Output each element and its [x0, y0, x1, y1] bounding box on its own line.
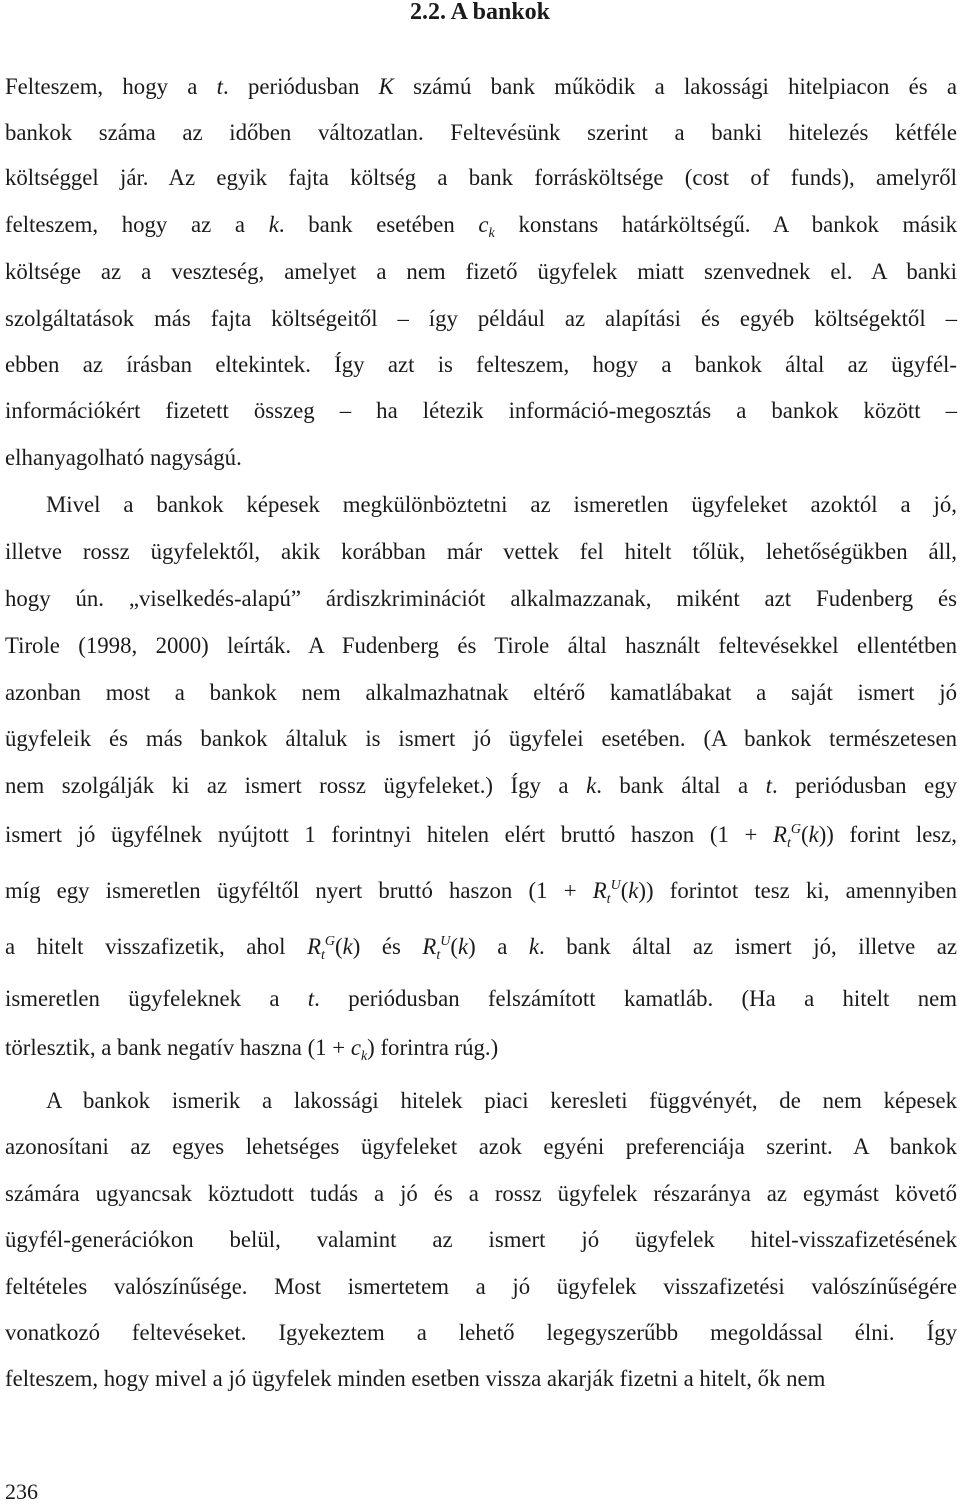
text-line: felteszem, hogy mivel a jó ügyfelek minden esetben vissza akarják fizetni a hitelt, ők nem	[5, 1366, 826, 1391]
text-line: elhanyagolható nagyságú.	[5, 445, 242, 470]
text-line: költséggel jár. Az egyik fajta költség a bank forrásköltsége (cost of funds), amelyről	[5, 165, 957, 190]
text-line: hogy ún. „viselkedés-alapú” árdiszkriminációt alkalmazzanak, miként azt Fudenberg és	[5, 586, 957, 611]
section-title: 2.2. A bankok	[409, 0, 551, 25]
text-line: nem szolgálják ki az ismert rossz ügyfeleket.) Így a k. bank által a t. periódusban egy	[5, 773, 957, 798]
text-line: vonatkozó feltevéseket. Igyekeztem a lehető legegyszerűbb megoldással élni. Így	[5, 1320, 957, 1345]
text-line: felteszem, hogy az a k. bank esetében $c_k$ konstans határköltségű. A bankok másik	[5, 212, 958, 241]
text-line: ügyfeleik és más bankok általuk is ismert jó ügyfelei esetében. (A bankok természetesen	[5, 726, 957, 751]
text-line: bankok száma az időben változatlan. Feltevésünk szerint a banki hitelezés kétféle	[5, 120, 957, 145]
text-line: szolgáltatások más fajta költségeitől – így például az alapítási és egyéb költségektől –	[5, 306, 957, 331]
text-line: ismeretlen ügyfeleknek a t. periódusban felszámított kamatláb. (Ha a hitelt nem	[5, 986, 957, 1011]
text-line: a hitelt visszafizetik, ahol $R_t^G(k)$ és $R_t^U(k)$ a k. bank által az ismert jó, illetve az	[5, 934, 957, 963]
text-line: Mivel a bankok képesek megkülönböztetni az ismeretlen ügyfeleket azoktól a jó,	[46, 492, 957, 517]
text-line: Tirole (1998, 2000) leírták. A Fudenberg és Tirole által használt feltevésekkel ellentétben	[5, 633, 957, 658]
page-number: 236	[5, 1479, 38, 1504]
text-line: Felteszem, hogy a t. periódusban K számú bank működik a lakossági hitelpiacon és a	[5, 74, 958, 99]
text-line: költsége az a veszteség, amelyet a nem fizető ügyfelek miatt szenvednek el. A banki	[5, 259, 957, 284]
text-line: információkért fizetett összeg – ha létezik információ-megosztás a bankok között –	[5, 398, 957, 423]
text-line: míg egy ismeretlen ügyféltől nyert bruttó haszon $(1 + R_t^U(k))$ forintot tesz ki, amennyiben	[5, 878, 957, 907]
text-line: ismert jó ügyfélnek nyújtott 1 forintnyi hitelen elért bruttó haszon $(1 + R_t^G(k))$ forint lesz,	[5, 822, 957, 851]
text-line: azonosítani az egyes lehetséges ügyfeleket azok egyéni preferenciája szerint. A bankok	[5, 1134, 957, 1159]
text-line: ügyfél-generációkon belül, valamint az ismert jó ügyfelek hitel-visszafizetésének	[5, 1227, 957, 1252]
text-line: ebben az írásban eltekintek. Így azt is felteszem, hogy a bankok által az ügyfél-	[5, 352, 957, 377]
text-line: azonban most a bankok nem alkalmazhatnak eltérő kamatlábakat a saját ismert jó	[5, 680, 957, 705]
text-line: feltételes valószínűsége. Most ismertetem a jó ügyfelek visszafizetési valószínűségére	[5, 1274, 957, 1299]
text-line: A bankok ismerik a lakossági hitelek piaci keresleti függvényét, de nem képesek	[46, 1088, 957, 1113]
text-line: illetve rossz ügyfelektől, akik korábban már vettek fel hitelt tőlük, lehetőségükben áll,	[5, 539, 957, 564]
text-line: számára ugyancsak köztudott tudás a jó és a rossz ügyfelek részaránya az egymást követő	[5, 1181, 957, 1206]
text-line: törlesztik, a bank negatív haszna $(1 + c_k)$ forintra rúg.)	[5, 1035, 499, 1064]
